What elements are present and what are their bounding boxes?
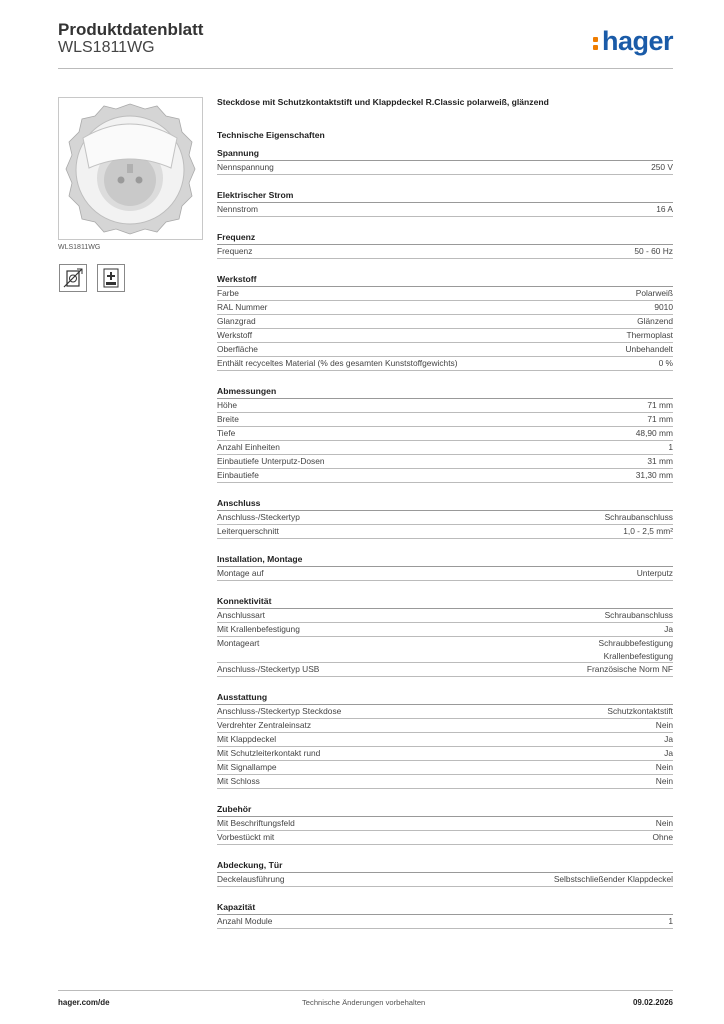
property-value: 0 % [658, 358, 673, 368]
property-value: Nein [655, 818, 673, 828]
property-value: Ja [664, 734, 673, 744]
property-value: Schutzkontaktstift [607, 706, 673, 716]
property-value: 16 A [656, 204, 673, 214]
property-row [217, 343, 673, 357]
property-row [217, 427, 673, 441]
hager-logo [593, 28, 673, 55]
property-label: Vorbestückt mit [217, 832, 275, 842]
property-group [217, 691, 673, 789]
property-label: Farbe [217, 288, 239, 298]
property-label: Verdrehter Zentraleinsatz [217, 720, 312, 730]
property-group [217, 189, 673, 217]
property-value: 1 [668, 916, 673, 926]
group-title: Frequenz [217, 231, 673, 245]
group-title: Abmessungen [217, 385, 673, 399]
property-row [217, 915, 673, 929]
property-row [217, 399, 673, 413]
property-value: Selbstschließender Klappdeckel [553, 874, 673, 884]
property-label: Mit Krallenbefestigung [217, 624, 300, 634]
property-label: Mit Schutzleiterkontakt rund [217, 748, 321, 758]
property-group [217, 901, 673, 929]
logo-text: hager [602, 26, 674, 56]
property-label: Anschlussart [217, 610, 265, 620]
property-label: Deckelausführung [217, 874, 285, 884]
property-group [217, 231, 673, 259]
property-label: Nennstrom [217, 204, 258, 214]
protection-contact-icon [97, 264, 125, 292]
property-group [217, 595, 673, 677]
property-label: Mit Klappdeckel [217, 734, 277, 744]
product-code: WLS1811WG [58, 39, 155, 56]
property-row [217, 719, 673, 733]
property-value: Französische Norm NF [586, 664, 673, 674]
property-row [217, 329, 673, 343]
property-label: Mit Beschriftungsfeld [217, 818, 295, 828]
property-group [217, 147, 673, 175]
group-title: Anschluss [217, 497, 673, 511]
property-label: Montage auf [217, 568, 264, 578]
product-image [58, 97, 203, 240]
image-caption: WLS1811WG [58, 244, 101, 251]
footer-website: hager.com/de [58, 998, 110, 1007]
property-row [217, 873, 673, 887]
property-value: Unterputz [636, 568, 673, 578]
property-row [217, 287, 673, 301]
property-value: 71 mm [647, 414, 673, 424]
property-label: Oberfläche [217, 344, 258, 354]
property-label: Frequenz [217, 246, 253, 256]
property-value: Polarweiß [635, 288, 673, 298]
property-label: Montageart [217, 638, 260, 648]
property-value: 50 - 60 Hz [634, 246, 673, 256]
property-row [217, 161, 673, 175]
property-value: Schraubbefestigung Krallenbefestigung [598, 638, 673, 661]
property-value: Nein [655, 762, 673, 772]
property-value: Glänzend [637, 316, 673, 326]
property-row [217, 761, 673, 775]
group-title: Elektrischer Strom [217, 189, 673, 203]
property-row [217, 301, 673, 315]
property-value: Thermoplast [626, 330, 673, 340]
property-label: Anschluss-/Steckertyp [217, 512, 300, 522]
property-label: Einbautiefe [217, 470, 259, 480]
property-row [217, 441, 673, 455]
property-label: Werkstoff [217, 330, 253, 340]
group-title: Zubehör [217, 803, 673, 817]
property-value: Ja [664, 748, 673, 758]
property-group [217, 497, 673, 539]
property-row [217, 705, 673, 719]
property-label: Mit Schloss [217, 776, 260, 786]
footer-date: 09.02.2026 [632, 998, 673, 1007]
property-value: 1 [668, 442, 673, 452]
property-value: Unbehandelt [625, 344, 673, 354]
property-row [217, 637, 673, 663]
property-value: Nein [655, 720, 673, 730]
property-row [217, 203, 673, 217]
property-value: 31,30 mm [635, 470, 673, 480]
property-row [217, 733, 673, 747]
group-title: Abdeckung, Tür [217, 859, 673, 873]
group-title: Ausstattung [217, 691, 673, 705]
property-label: Breite [217, 414, 239, 424]
property-label: RAL Nummer [217, 302, 268, 312]
property-group [217, 803, 673, 845]
property-row [217, 511, 673, 525]
property-value: Nein [655, 776, 673, 786]
property-row [217, 413, 673, 427]
group-title: Konnektivität [217, 595, 673, 609]
property-group [217, 553, 673, 581]
property-label: Anzahl Einheiten [217, 442, 280, 452]
property-label: Mit Signallampe [217, 762, 277, 772]
property-row [217, 663, 673, 677]
property-group [217, 859, 673, 887]
property-label: Tiefe [217, 428, 236, 438]
property-value: 1,0 - 2,5 mm² [623, 526, 673, 536]
group-title: Installation, Montage [217, 553, 673, 567]
property-label: Anschluss-/Steckertyp Steckdose [217, 706, 342, 716]
property-row [217, 357, 673, 371]
property-row [217, 831, 673, 845]
property-row [217, 747, 673, 761]
property-value: 31 mm [647, 456, 673, 466]
group-title: Kapazität [217, 901, 673, 915]
property-value: Ja [664, 624, 673, 634]
property-value: Schraubanschluss [604, 512, 673, 522]
property-group [217, 273, 673, 371]
property-row [217, 775, 673, 789]
property-label: Leiterquerschnitt [217, 526, 279, 536]
property-label: Anschluss-/Steckertyp USB [217, 664, 320, 674]
property-group [217, 385, 673, 483]
property-value: Ohne [652, 832, 673, 842]
property-row [217, 567, 673, 581]
property-value: 9010 [654, 302, 673, 312]
property-row [217, 315, 673, 329]
property-label: Enthält recyceltes Material (% des gesamten Kunststoffgewichts) [217, 358, 458, 368]
product-title: Steckdose mit Schutzkontaktstift und Klappdeckel R.Classic polarweiß, glänzend [217, 97, 549, 107]
property-row [217, 455, 673, 469]
property-label: Anzahl Module [217, 916, 273, 926]
header-divider [58, 68, 673, 69]
page-title: Produktdatenblatt [58, 20, 204, 39]
property-value: 48,90 mm [635, 428, 673, 438]
property-value: Schraubanschluss [604, 610, 673, 620]
property-row [217, 623, 673, 637]
property-row [217, 609, 673, 623]
property-row [217, 525, 673, 539]
group-title: Werkstoff [217, 273, 673, 287]
property-row [217, 817, 673, 831]
property-row [217, 245, 673, 259]
properties-table [217, 147, 673, 943]
footer-divider [58, 990, 673, 991]
group-title: Spannung [217, 147, 673, 161]
property-label: Einbautiefe Unterputz-Dosen [217, 456, 325, 466]
property-value: 71 mm [647, 400, 673, 410]
property-label: Nennspannung [217, 162, 274, 172]
property-row [217, 469, 673, 483]
footer-disclaimer: Technische Änderungen vorbehalten [302, 998, 426, 1007]
installation-box-icon [59, 264, 87, 292]
section-title: Technische Eigenschaften [217, 130, 325, 140]
property-label: Glanzgrad [217, 316, 256, 326]
property-label: Höhe [217, 400, 238, 410]
property-value: 250 V [651, 162, 673, 172]
